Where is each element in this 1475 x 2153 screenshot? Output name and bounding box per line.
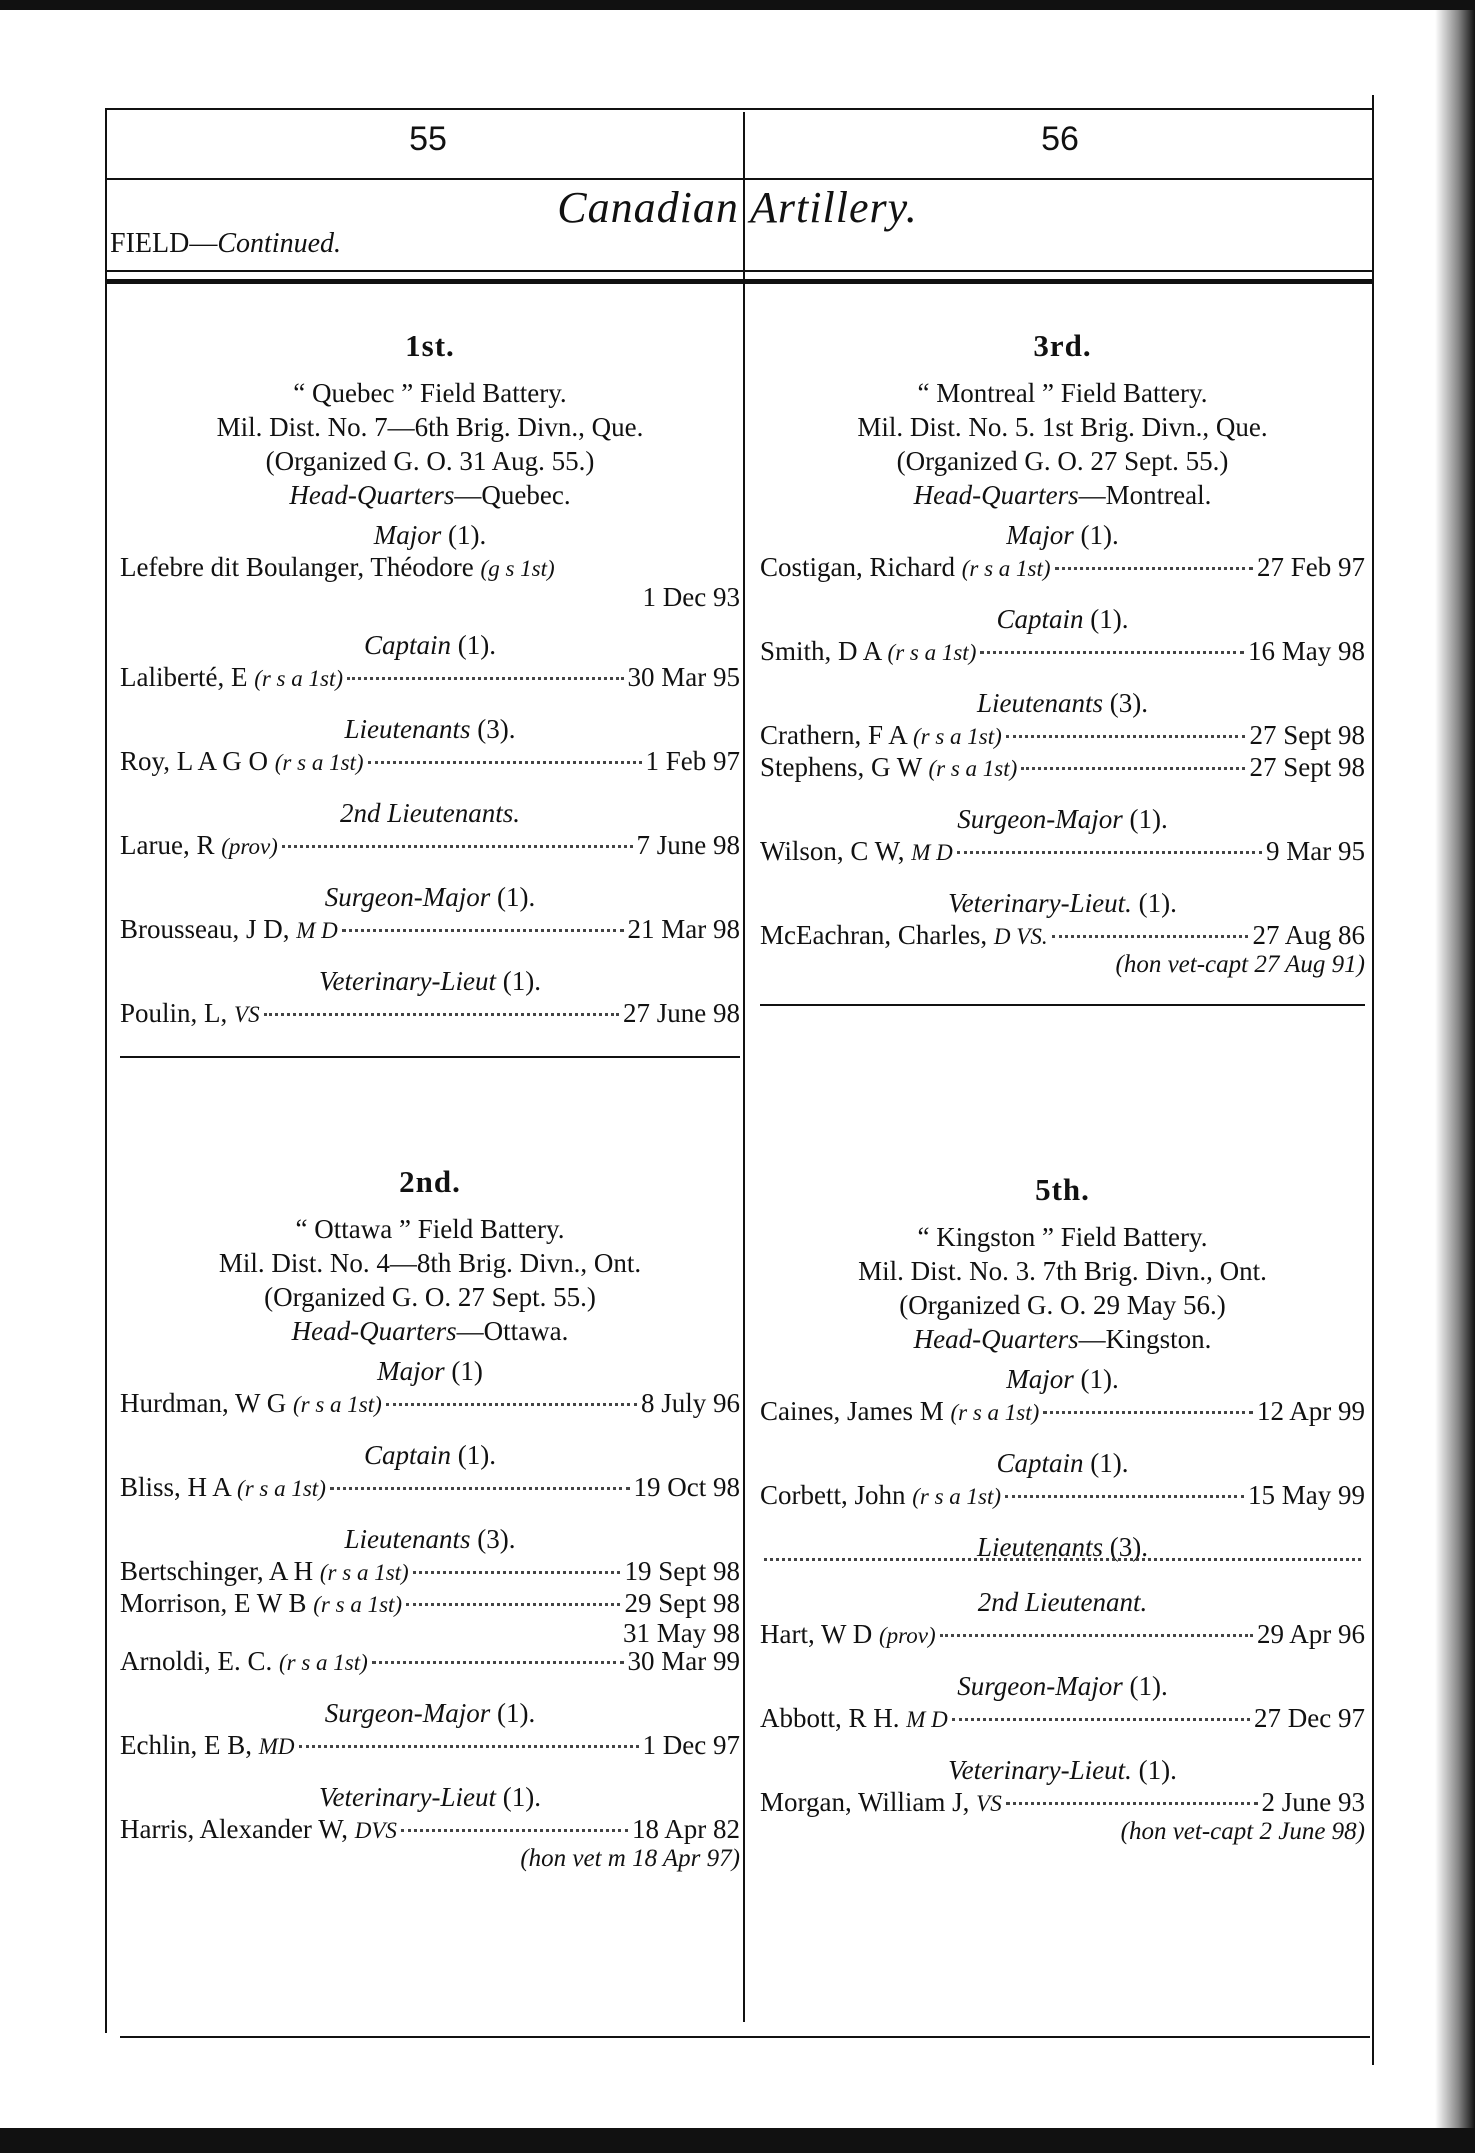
rank-list (760, 518, 1365, 990)
officer-name: Bertschinger, A H (r s a 1st) (120, 1556, 409, 1586)
leader-dots (1005, 1495, 1244, 1498)
rank-heading: Surgeon-Major (1). (957, 804, 1168, 834)
appointment-date: 29 Apr 96 (1257, 1619, 1365, 1649)
page-title: Canadian Artillery. (557, 183, 918, 232)
officer-entry (120, 662, 740, 694)
leader-dots (980, 651, 1244, 654)
leader-dots (1043, 1411, 1253, 1414)
rank-heading: Captain (1). (996, 604, 1129, 634)
battery-5th (760, 1172, 1365, 1857)
rank-heading: Major (1). (1006, 1364, 1119, 1394)
officer-name: Harris, Alexander W, DVS (120, 1814, 397, 1844)
leader-dots (1006, 735, 1246, 738)
frame-left-rule (105, 108, 107, 2033)
officer-entry (760, 1787, 1365, 1819)
top-scan-border (0, 0, 1475, 10)
header-rule (105, 178, 1373, 180)
officer-name: Hart, W D (prov) (760, 1619, 936, 1649)
officer-entry (760, 1619, 1365, 1651)
officer-name: Echlin, E B, MD (120, 1730, 295, 1760)
right-page-shadow (1418, 10, 1475, 2128)
rank-heading: Lieutenants (3). (344, 1524, 516, 1554)
officer-name: Morrison, E W B (r s a 1st) (120, 1588, 403, 1618)
appointment-date: 27 June 98 (623, 998, 740, 1028)
officer-name: Morgan, William J, VS (760, 1787, 1002, 1817)
officer-entry (760, 1703, 1365, 1735)
battery-district: Mil. Dist. No. 7—6th Brig. Divn., Que. (216, 412, 644, 442)
officer-entry (120, 1388, 740, 1420)
leader-dots (1021, 767, 1245, 770)
appointment-date: 19 Oct 98 (633, 1472, 740, 1502)
appointment-date: 30 Mar 95 (627, 662, 740, 692)
appointment-date: 1 Dec 93 (642, 582, 740, 612)
appointment-date: 12 Apr 99 (1257, 1396, 1365, 1426)
battery-organized: (Organized G. O. 27 Sept. 55.) (896, 446, 1229, 476)
officer-entry (120, 552, 740, 584)
battery-district: Mil. Dist. No. 5. 1st Brig. Divn., Que. (857, 412, 1268, 442)
leader-dots (1052, 935, 1249, 938)
battery-separator (760, 1004, 1365, 1006)
rank-heading: Lieutenants (3). (344, 714, 516, 744)
leader-dots (386, 1403, 637, 1406)
appointment-date: 27 Aug 86 (1252, 920, 1365, 950)
battery-organized: (Organized G. O. 31 Aug. 55.) (265, 446, 595, 476)
officer-name: Poulin, L, VS (120, 998, 260, 1028)
leader-dots (413, 1571, 621, 1574)
rank-heading: Major (1). (373, 520, 487, 550)
officer-entry (760, 752, 1365, 784)
rank-heading: Captain (1). (996, 1448, 1129, 1478)
battery-ordinal: 5th. (1035, 1172, 1090, 1207)
appointment-date: 27 Dec 97 (1254, 1703, 1365, 1733)
frame-bottom-rule (120, 2036, 1370, 2038)
officer-entry (760, 1480, 1365, 1512)
title-rule-thick (105, 279, 1373, 284)
officer-entry (120, 1556, 740, 1588)
appointment-date: 2 June 93 (1261, 1787, 1365, 1817)
officer-name: Smith, D A (r s a 1st) (760, 636, 977, 666)
leader-dots (368, 761, 642, 764)
appointment-date: 1 Feb 97 (645, 746, 740, 776)
rank-heading: Surgeon-Major (1). (324, 882, 536, 912)
leader-dots (347, 677, 624, 680)
additional-date: 31 May 98 (623, 1618, 740, 1648)
rank-list (120, 518, 740, 1042)
officer-entry (760, 636, 1365, 668)
left-page-number: 55 (409, 120, 447, 158)
officer-name: Larue, R (prov) (120, 830, 278, 860)
appointment-date: 19 Sept 98 (624, 1556, 740, 1586)
leader-dots (342, 929, 624, 932)
right-page-number: 56 (1041, 120, 1079, 158)
battery-2nd (120, 1164, 740, 1884)
officer-name: Hurdman, W G (r s a 1st) (120, 1388, 382, 1418)
officer-entry (120, 746, 740, 778)
appointment-date: 27 Feb 97 (1257, 552, 1365, 582)
rank-heading: Major (1). (1006, 520, 1119, 550)
leader-dots (940, 1634, 1253, 1637)
officer-name: Costigan, Richard (r s a 1st) (760, 552, 1051, 582)
rank-list (760, 1362, 1365, 1857)
officer-name: Wilson, C W, M D (760, 836, 953, 866)
leader-dots (299, 1745, 639, 1748)
officer-name: Crathern, F A (r s a 1st) (760, 720, 1002, 750)
rank-heading: Lieutenants (3). (977, 688, 1148, 718)
honorary-note: (hon vet-capt 2 June 98) (1120, 1818, 1365, 1845)
leader-dots (952, 1718, 1250, 1721)
battery-district: Mil. Dist. No. 3. 7th Brig. Divn., Ont. (858, 1256, 1267, 1286)
officer-entry (760, 552, 1365, 584)
leader-dots (764, 1558, 1361, 1561)
battery-organized: (Organized G. O. 29 May 56.) (899, 1290, 1226, 1320)
leader-dots (1055, 567, 1253, 570)
title-rule-thin (105, 270, 1373, 272)
rank-heading: Surgeon-Major (1). (324, 1698, 536, 1728)
officer-entry (120, 914, 740, 946)
officer-name: Laliberté, E (r s a 1st) (120, 662, 343, 692)
appointment-date: 29 Sept 98 (624, 1588, 740, 1618)
officer-entry (120, 1646, 740, 1678)
appointment-date: 18 Apr 82 (632, 1814, 740, 1844)
battery-ordinal: 3rd. (1033, 328, 1092, 363)
officer-entry (760, 1396, 1365, 1428)
officer-name: Roy, L A G O (r s a 1st) (120, 746, 364, 776)
officer-entry (120, 830, 740, 862)
rank-heading: Veterinary-Lieut. (1). (948, 888, 1177, 918)
leader-dots (401, 1829, 628, 1832)
rank-heading: Major (1) (377, 1356, 483, 1386)
officer-entry (760, 836, 1365, 868)
officer-name: Caines, James M (r s a 1st) (760, 1396, 1040, 1426)
frame-right-rule (1372, 95, 1374, 2065)
rank-list (120, 1354, 740, 1884)
battery-name: “ Montreal ” Field Battery. (917, 378, 1208, 408)
honorary-note: (hon vet m 18 Apr 97) (520, 1845, 740, 1872)
section-heading: FIELD—Continued. (110, 228, 341, 259)
rank-heading: 2nd Lieutenants. (340, 798, 520, 828)
battery-3rd (760, 328, 1365, 1006)
bottom-scan-border (0, 2128, 1475, 2153)
rank-heading: Captain (1). (364, 630, 496, 660)
battery-headquarters: Head-Quarters—Montreal. (913, 480, 1212, 510)
rank-heading: Veterinary-Lieut (1). (319, 966, 541, 996)
battery-separator (120, 1056, 740, 1058)
frame-center-rule (743, 112, 745, 2022)
officer-name: Stephens, G W (r s a 1st) (760, 752, 1018, 782)
appointment-date: 21 Mar 98 (627, 914, 740, 944)
appointment-date: 30 Mar 99 (627, 1646, 740, 1676)
leader-dots (406, 1603, 620, 1606)
appointment-date: 15 May 99 (1248, 1480, 1365, 1510)
appointment-date: 8 July 96 (640, 1388, 740, 1418)
officer-name: Arnoldi, E. C. (r s a 1st) (120, 1646, 368, 1676)
rank-heading: Lieutenants (3). (977, 1532, 1148, 1562)
battery-headquarters: Head-Quarters—Ottawa. (291, 1316, 569, 1346)
battery-district: Mil. Dist. No. 4—8th Brig. Divn., Ont. (218, 1248, 642, 1278)
leader-dots (282, 845, 633, 848)
battery-organized: (Organized G. O. 27 Sept. 55.) (264, 1282, 596, 1312)
battery-name: “ Ottawa ” Field Battery. (295, 1214, 565, 1244)
officer-name: Bliss, H A (r s a 1st) (120, 1472, 326, 1502)
officer-entry (120, 998, 740, 1030)
officer-name: Corbett, John (r s a 1st) (760, 1480, 1002, 1510)
rank-heading: Surgeon-Major (1). (957, 1671, 1168, 1701)
appointment-date: 1 Dec 97 (642, 1730, 740, 1760)
officer-entry (120, 1472, 740, 1504)
officer-entry (120, 1588, 740, 1620)
leader-dots (264, 1013, 619, 1016)
rank-heading: Veterinary-Lieut. (1). (948, 1755, 1177, 1785)
battery-headquarters: Head-Quarters—Kingston. (913, 1324, 1212, 1354)
leader-dots (330, 1487, 630, 1490)
officer-name: Lefebre dit Boulanger, Théodore (g s 1st) (120, 552, 555, 582)
officer-entry (120, 1730, 740, 1762)
battery-ordinal: 1st. (405, 328, 455, 363)
officer-entry (760, 920, 1365, 952)
leader-dots (372, 1661, 624, 1664)
appointment-date: 7 June 98 (636, 830, 740, 860)
rank-heading: Captain (1). (364, 1440, 496, 1470)
appointment-date: 27 Sept 98 (1249, 752, 1365, 782)
battery-name: “ Quebec ” Field Battery. (293, 378, 567, 408)
officer-name: McEachran, Charles, D VS. (760, 920, 1048, 950)
officer-name: Brousseau, J D, M D (120, 914, 338, 944)
battery-headquarters: Head-Quarters—Quebec. (289, 480, 571, 510)
leader-dots (1006, 1802, 1258, 1805)
leader-dots (957, 851, 1262, 854)
appointment-date: 16 May 98 (1248, 636, 1365, 666)
honorary-note: (hon vet-capt 27 Aug 91) (1115, 951, 1365, 978)
frame-top-rule (105, 108, 1373, 110)
rank-heading: Veterinary-Lieut (1). (319, 1782, 541, 1812)
officer-entry (760, 720, 1365, 752)
battery-ordinal: 2nd. (399, 1164, 461, 1199)
appointment-date: 9 Mar 95 (1266, 836, 1365, 866)
officer-entry (120, 1814, 740, 1846)
officer-name: Abbott, R H. M D (760, 1703, 948, 1733)
rank-heading: 2nd Lieutenant. (977, 1587, 1148, 1617)
appointment-date: 27 Sept 98 (1249, 720, 1365, 750)
battery-1st (120, 328, 740, 1058)
battery-name: “ Kingston ” Field Battery. (917, 1222, 1208, 1252)
